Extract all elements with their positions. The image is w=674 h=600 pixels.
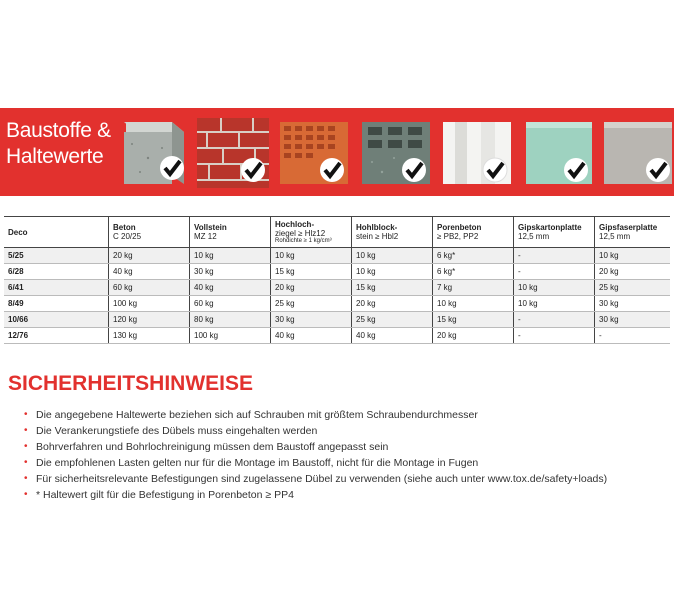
header-gipsfaserplatte: Gipsfaserplatte 12,5 mm bbox=[595, 217, 671, 248]
banner-title bbox=[6, 118, 111, 170]
table-row: 6/28 40 kg 30 kg 15 kg 10 kg 6 kg* - 20 kg bbox=[4, 264, 670, 280]
list-item: • * Haltewert gilt für die Befestigung in Porenbeton ≥ PP4 bbox=[24, 489, 294, 501]
list-item: • Die angegebene Haltewerte beziehen sich auf Schrauben mit größtem Schraubendurchmesser bbox=[24, 409, 478, 421]
check-icon bbox=[320, 158, 344, 182]
bullet-icon: • bbox=[24, 441, 28, 452]
check-icon bbox=[646, 158, 670, 182]
check-icon bbox=[483, 158, 507, 182]
material-tile-porenbeton bbox=[441, 118, 513, 188]
safety-title: SICHERHEITSHINWEISE bbox=[8, 372, 254, 395]
table-row: 6/41 60 kg 40 kg 20 kg 15 kg 7 kg 10 kg 25 kg bbox=[4, 280, 670, 296]
material-tile-gipsfaserplatte bbox=[602, 118, 674, 188]
safety-notes-list bbox=[24, 407, 607, 503]
check-icon bbox=[160, 156, 184, 180]
table-row: 8/49 100 kg 60 kg 25 kg 20 kg 10 kg 10 kg 30 kg bbox=[4, 296, 670, 312]
banner-title-line2: Haltewerte bbox=[6, 145, 104, 168]
material-tile-gipskartonplatte bbox=[522, 118, 594, 188]
bullet-icon: • bbox=[24, 489, 28, 500]
table-row: 5/25 20 kg 10 kg 10 kg 10 kg 6 kg* - 10 kg bbox=[4, 248, 670, 264]
header-porenbeton: Porenbeton ≥ PB2, PP2 bbox=[433, 217, 514, 248]
bullet-icon: • bbox=[24, 473, 28, 484]
header-gipskartonplatte: Gipskartonplatte 12,5 mm bbox=[514, 217, 595, 248]
list-item: • Die Verankerungstiefe des Dübels muss eingehalten werden bbox=[24, 425, 318, 437]
material-tile-vollstein bbox=[197, 118, 269, 188]
header-beton: Beton C 20/25 bbox=[109, 217, 190, 248]
bullet-icon: • bbox=[24, 457, 28, 468]
check-icon bbox=[241, 158, 265, 182]
material-tile-beton bbox=[118, 118, 190, 188]
check-icon bbox=[402, 158, 426, 182]
header-vollstein: Vollstein MZ 12 bbox=[190, 217, 271, 248]
banner-title-line1: Baustoffe & bbox=[6, 119, 111, 142]
list-item: • Bohrverfahren und Bohrlochreinigung müssen dem Baustoff angepasst sein bbox=[24, 441, 389, 453]
header-hohlblockstein: Hohlblock- stein ≥ Hbl2 bbox=[352, 217, 433, 248]
bullet-icon: • bbox=[24, 425, 28, 436]
check-icon bbox=[564, 158, 588, 182]
list-item: • Die empfohlenen Lasten gelten nur für die Montage im Baustoff, nicht für die Montage in Fugen bbox=[24, 457, 479, 469]
table-header-row bbox=[4, 217, 670, 248]
material-tile-hohlblockstein bbox=[360, 118, 432, 188]
load-values-table bbox=[4, 216, 670, 344]
table-row: 10/66 120 kg 80 kg 30 kg 25 kg 15 kg - 30 kg bbox=[4, 312, 670, 328]
header-hochlochziegel: Hochloch- ziegel ≥ Hlz12 Rohdichte ≥ 1 kg/cm³ bbox=[271, 217, 352, 248]
list-item: • Für sicherheitsrelevante Befestigungen sind zugelassene Dübel zu verwenden (siehe auch unter www.tox.de/safety+loads) bbox=[24, 473, 608, 485]
material-tile-hochlochziegel bbox=[278, 118, 350, 188]
bullet-icon: • bbox=[24, 409, 28, 420]
table-row: 12/76 130 kg 100 kg 40 kg 40 kg 20 kg - - bbox=[4, 328, 670, 344]
header-deco: Deco bbox=[4, 217, 109, 248]
